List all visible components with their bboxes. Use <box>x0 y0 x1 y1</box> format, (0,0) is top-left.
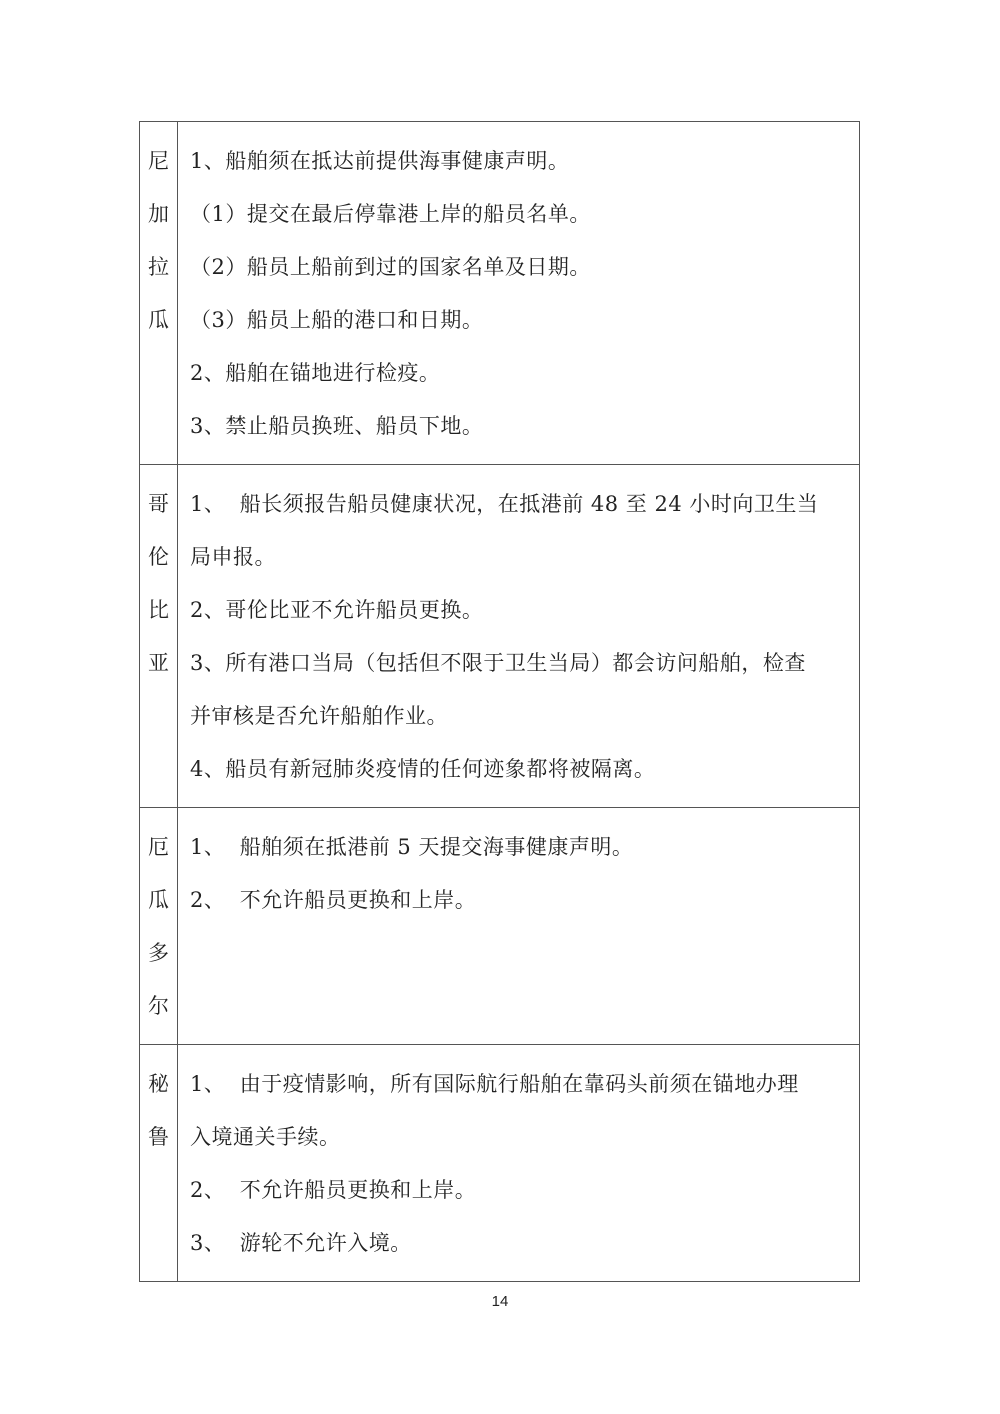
country-name-char: 瓜 <box>148 888 169 912</box>
country-name-char: 伦 <box>148 545 169 569</box>
regulations-cell <box>178 465 860 808</box>
regulations-cell <box>178 808 860 1045</box>
table-row <box>140 122 860 465</box>
country-name-char: 亚 <box>148 651 169 675</box>
regulation-line: 3、 游轮不允许入境。 <box>190 1231 412 1255</box>
country-name-char: 尼 <box>148 149 169 173</box>
regulation-line: 3、禁止船员换班、船员下地。 <box>190 414 484 438</box>
regulation-line: 2、船舶在锚地进行检疫。 <box>190 361 441 385</box>
table-row <box>140 465 860 808</box>
country-cell <box>140 808 178 1045</box>
regulation-line: （1）提交在最后停靠港上岸的船员名单。 <box>190 202 591 226</box>
regulation-line: 并审核是否允许船舶作业。 <box>190 704 448 728</box>
regulation-line: 局申报。 <box>190 545 276 569</box>
regulation-line: 入境通关手续。 <box>190 1125 341 1149</box>
regulation-line: 1、 船长须报告船员健康状况，在抵港前 48 至 24 小时向卫生当 <box>190 492 819 516</box>
regulation-line: 1、船舶须在抵达前提供海事健康声明。 <box>190 149 570 173</box>
regulation-line: （3）船员上船的港口和日期。 <box>190 308 484 332</box>
country-cell <box>140 465 178 808</box>
page-number: 14 <box>491 1293 509 1310</box>
country-name-char: 比 <box>148 598 169 622</box>
regulation-line: 3、所有港口当局（包括但不限于卫生当局）都会访问船舶，检查 <box>190 651 806 675</box>
regulations-cell <box>178 122 860 465</box>
regulations-cell <box>178 1045 860 1282</box>
country-name-char: 拉 <box>148 255 169 279</box>
country-cell <box>140 122 178 465</box>
country-name-char: 尔 <box>148 994 169 1018</box>
regulation-line: 1、 船舶须在抵港前 5 天提交海事健康声明。 <box>190 835 634 859</box>
table-row <box>140 1045 860 1282</box>
country-name-char: 瓜 <box>148 308 169 332</box>
country-name-char: 鲁 <box>148 1125 169 1149</box>
country-name-char: 厄 <box>148 835 169 859</box>
regulation-line: 2、哥伦比亚不允许船员更换。 <box>190 598 484 622</box>
country-cell <box>140 1045 178 1282</box>
regulation-line: （2）船员上船前到过的国家名单及日期。 <box>190 255 591 279</box>
country-name-char: 多 <box>148 941 169 965</box>
country-name-char: 加 <box>148 202 169 226</box>
table-row <box>140 808 860 1045</box>
country-name-char: 哥 <box>148 492 169 516</box>
regulation-line: 2、 不允许船员更换和上岸。 <box>190 1178 477 1202</box>
regulation-line: 4、船员有新冠肺炎疫情的任何迹象都将被隔离。 <box>190 757 656 781</box>
regulation-line: 2、 不允许船员更换和上岸。 <box>190 888 477 912</box>
regulation-line: 1、 由于疫情影响，所有国际航行船舶在靠码头前须在锚地办理 <box>190 1072 799 1096</box>
port-regulations-table <box>139 121 860 1282</box>
country-name-char: 秘 <box>148 1072 169 1096</box>
